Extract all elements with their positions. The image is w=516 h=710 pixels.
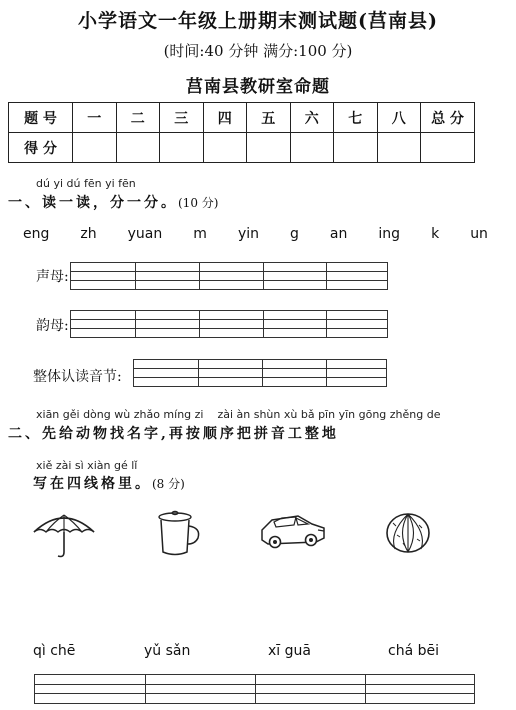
word-pinyin: chá bēi [388,643,439,659]
section2-pinyin-line2: xiě zài sì xiàn gé lǐ [36,459,138,472]
score-table-header-row [9,103,475,133]
score-table [8,102,475,163]
word-pinyin: yǔ sǎn [144,643,191,659]
pinyin-letter: eng [23,226,50,242]
paper-title: 小学语文一年级上册期末测试题(莒南县) [78,10,438,32]
umbrella-icon [32,510,96,560]
pinyin-letter-list [23,226,488,242]
score-cell[interactable] [334,133,378,163]
score-header-cell: 三 [160,103,204,133]
score-cell[interactable] [377,133,421,163]
pinyin-letter: yuan [127,226,163,242]
car-icon [258,512,328,552]
pinyin-letter: un [470,226,488,242]
score-header-cell: 题 号 [9,103,73,133]
score-cell[interactable] [421,133,475,163]
score-cell[interactable] [290,133,334,163]
word-pinyin: qì chē [33,643,76,659]
score-header-cell: 八 [377,103,421,133]
finals-label: 韵母: [36,318,69,334]
pinyin-letter: m [193,226,207,242]
pinyin-letter: zh [80,226,97,242]
watermelon-icon [383,511,433,555]
issuer-line: 莒南县教研室命题 [186,77,330,97]
section2-title-line2 [33,473,185,493]
section2-title-line2-text: 写在四线格里。 [33,476,152,492]
score-row-label: 得 分 [9,133,73,163]
section2-points: (8 分) [152,477,185,491]
whole-syllables-writing-grid[interactable] [133,359,387,387]
score-header-cell: 五 [247,103,291,133]
score-header-cell: 四 [203,103,247,133]
pinyin-letter: an [329,226,348,242]
score-cell[interactable] [160,133,204,163]
pinyin-letter: yin [237,226,259,242]
initials-writing-grid[interactable] [70,262,388,290]
pinyin-letter: k [431,226,440,242]
initials-label: 声母: [36,269,69,285]
section1-title-text: 一、读一读，分一分。 [8,195,178,211]
score-header-cell: 二 [116,103,160,133]
score-cell[interactable] [116,133,160,163]
section1-points: (10 分) [178,196,219,210]
score-header-cell: 一 [73,103,117,133]
word-pinyin: xī guā [268,643,311,659]
score-header-cell: 七 [334,103,378,133]
whole-syllables-label: 整体认读音节: [33,369,122,385]
score-header-cell: 总 分 [421,103,475,133]
time-and-score-info: (时间:40 分钟 满分:100 分) [163,42,353,60]
finals-writing-grid[interactable] [70,310,388,338]
score-cell[interactable] [73,133,117,163]
section2-title-line1: 二、先给动物找名字,再按顺序把拼音工整地 [8,426,339,442]
four-line-writing-grid[interactable] [34,674,475,704]
section1-title [8,192,218,212]
score-table-score-row [9,133,475,163]
score-cell[interactable] [203,133,247,163]
score-cell[interactable] [247,133,291,163]
score-header-cell: 六 [290,103,334,133]
pinyin-letter: ing [378,226,401,242]
section2-pinyin-line1: xiān gěi dòng wù zhǎo míng zi zài àn shùn xù bǎ pīn yīn gōng zhěng de [36,408,441,421]
pinyin-letter: g [290,226,299,242]
section1-pinyin: dú yi dú fēn yi fēn [36,177,136,190]
cup-icon [153,510,203,558]
